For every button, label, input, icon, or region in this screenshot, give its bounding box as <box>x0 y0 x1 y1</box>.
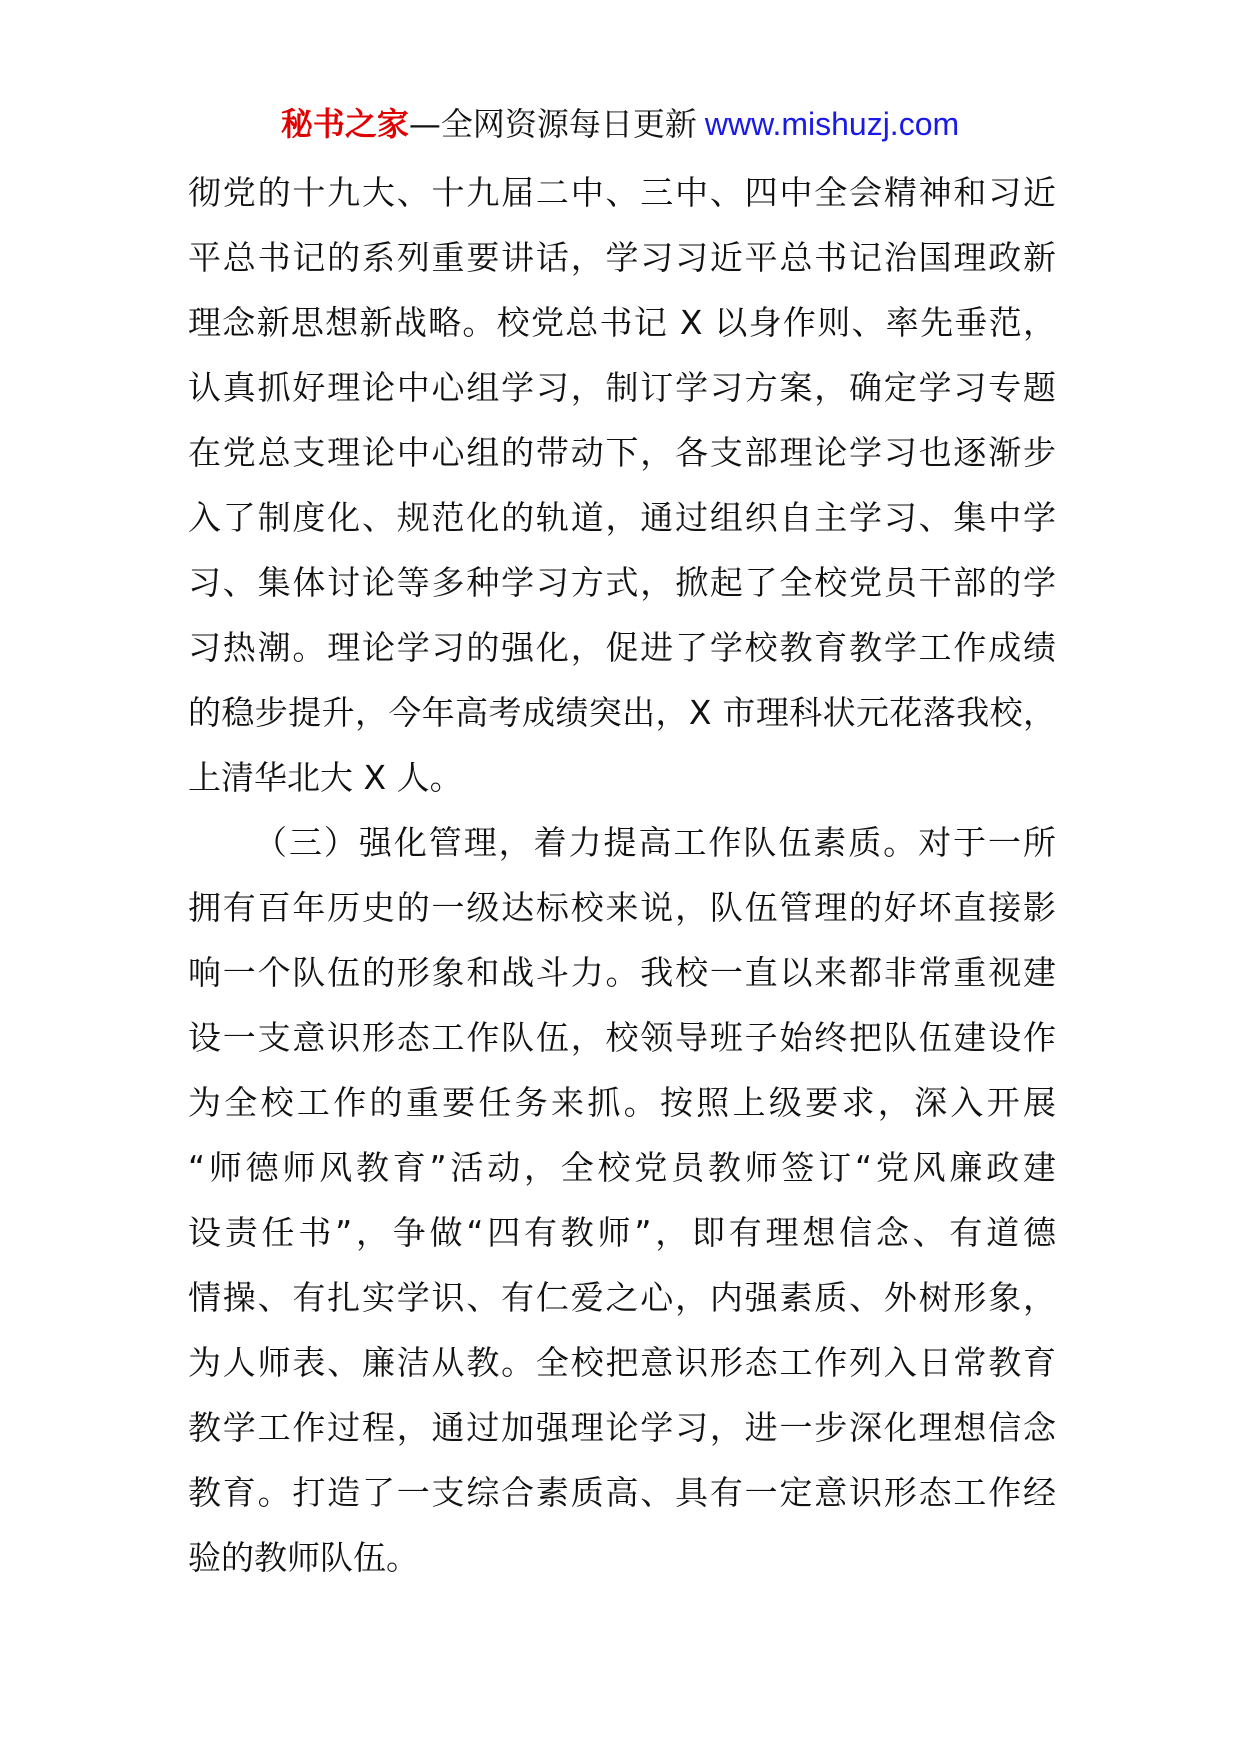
text-line: 习热潮。理论学习的强化，促进了学校教育教学工作成绩 <box>188 628 1056 667</box>
text-line: 为人师表、廉洁从教。全校把意识形态工作列入日常教育 <box>188 1343 1056 1382</box>
text-line: 设一支意识形态工作队伍，校领导班子始终把队伍建设作 <box>188 1018 1056 1057</box>
text-line: 设责任书”，争做“四有教师”，即有理想信念、有道德 <box>188 1213 1056 1252</box>
document-body <box>188 160 1056 1590</box>
text-line: 响一个队伍的形象和战斗力。我校一直以来都非常重视建 <box>188 953 1056 992</box>
text-line: 为全校工作的重要任务来抓。按照上级要求，深入开展 <box>188 1083 1056 1122</box>
section-heading-line: （三）强化管理，着力提高工作队伍素质。对于一所 <box>254 823 1056 862</box>
text-line: 验的教师队伍。 <box>188 1538 419 1577</box>
text-line: “师德师风教育”活动，全校党员教师签订“党风廉政建 <box>188 1148 1056 1187</box>
page-header <box>0 102 1240 146</box>
text-line: 上清华北大 X 人。 <box>188 758 463 797</box>
text-line: 认真抓好理论中心组学习，制订学习方案，确定学习专题 <box>188 368 1056 407</box>
text-line: 情操、有扎实学识、有仁爱之心，内强素质、外树形象， <box>188 1278 1056 1317</box>
text-line: 教学工作过程，通过加强理论学习，进一步深化理想信念 <box>188 1408 1056 1447</box>
text-line: 拥有百年历史的一级达标校来说，队伍管理的好坏直接影 <box>188 888 1056 927</box>
text-line: 习、集体讨论等多种学习方式，掀起了全校党员干部的学 <box>188 563 1056 602</box>
paragraph-1 <box>188 160 1056 810</box>
text-line: 的稳步提升，今年高考成绩突出，X 市理科状元花落我校， <box>188 693 1056 732</box>
text-line: 彻党的十九大、十九届二中、三中、四中全会精神和习近 <box>188 173 1056 212</box>
text-line: 平总书记的系列重要讲话，学习习近平总书记治国理政新 <box>188 238 1056 277</box>
text-line: 理念新思想新战略。校党总书记 X 以身作则、率先垂范， <box>188 303 1056 342</box>
header-tagline: —全网资源每日更新 <box>408 105 697 143</box>
text-line: 在党总支理论中心组的带动下，各支部理论学习也逐渐步 <box>188 433 1056 472</box>
text-line: 教育。打造了一支综合素质高、具有一定意识形态工作经 <box>188 1473 1056 1512</box>
paragraph-2 <box>188 810 1056 1590</box>
header-brand: 秘书之家 <box>280 105 409 143</box>
header-url[interactable]: www.mishuzj.com <box>704 106 960 142</box>
text-line: 入了制度化、规范化的轨道，通过组织自主学习、集中学 <box>188 498 1056 537</box>
